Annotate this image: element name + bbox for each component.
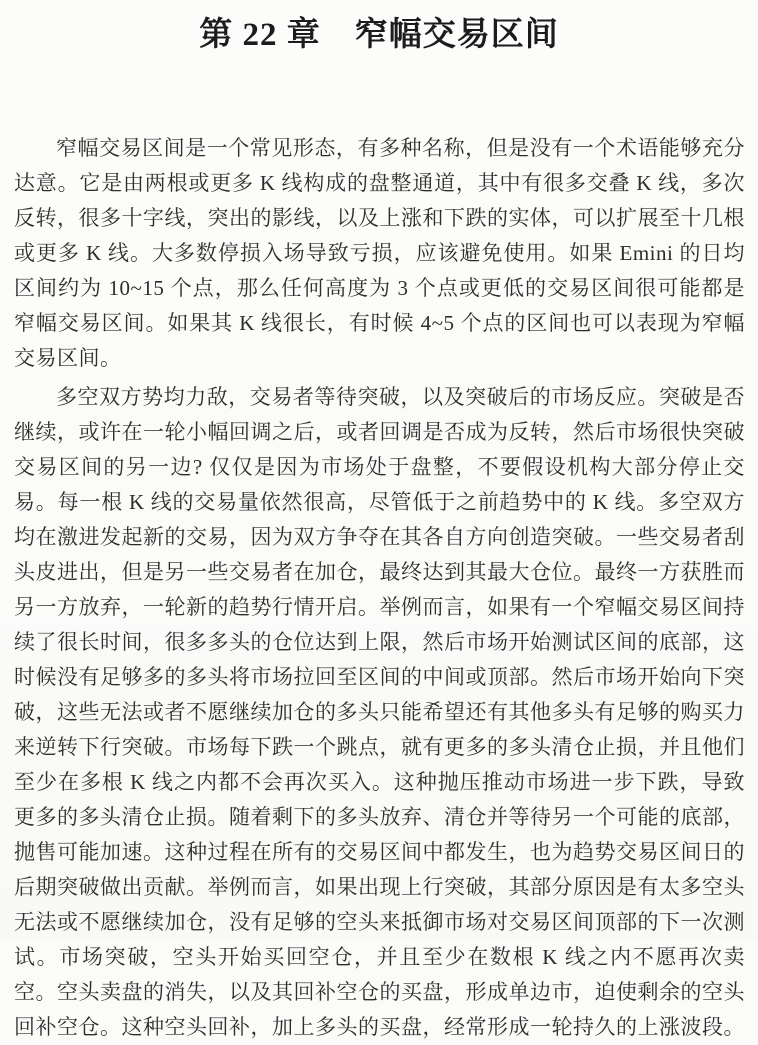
paragraph-2: 多空双方势均力敌，交易者等待突破，以及突破后的市场反应。突破是否继续，或许在一轮小幅回调之后，或者回调是否成为反转，然后市场很快突破交易区间的另一边? 仅仅是因为市场处于盘整，不要假设机构大部分停止交易。每一根 K 线的交易量依然很高，尽管低于之前趋势中的 K 线。多空双方均在激进发起新的交易，因为双方争夺在其各自方向创造突破。一些交易者刮头皮进出，但是另一些交易者在加仓，最终达到其最大仓位。最终一方获胜而另一方放弃，一轮新的趋势行情开启。举例而言，如果有一个窄幅交易区间持续了很长时间，很多多头的仓位达到上限，然后市场开始测试区间的底部，这时候没有足够多的多头将市场拉回至区间的中间或顶部。然后市场开始向下突破，这些无法或者不愿继续加仓的多头只能希望还有其他多头有足够的购买力来逆转下行突破。市场每下跌一个跳点，就有更多的多头清仓止损，并且他们至少在多根 K 线之内都不会再次买入。这种抛压推动市场进一步下跌，导致更多的多头清仓止损。随着剩下的多头放弃、清仓并等待另一个可能的底部，抛售可能加速。这种过程在所有的交易区间中都发生，也为趋势交易区间日的后期突破做出贡献。举例而言，如果出现上行突破，其部分原因是有太多空头无法或不愿继续加仓，没有足够的空头来抵御市场对交易区间顶部的下一次测试。市场突破，空头开始买回空仓，并且至少在数根 K 线之内不愿再次卖空。空头卖盘的消失，以及其回补空仓的买盘，形成单边市，迫使剩余的空头回补空仓。这种空头回补，加上多头的买盘，经常形成一轮持久的上涨波段。 (14, 385, 745, 1039)
chapter-title: 第 22 章 窄幅交易区间 (199, 17, 559, 53)
paragraph-1: 窄幅交易区间是一个常见形态，有多种名称，但是没有一个术语能够充分达意。它是由两根或更多 K 线构成的盘整通道，其中有很多交叠 K 线，多次反转，很多十字线，突出的影线，以及上涨和下跌的实体，可以扩展至十几根或更多 K 线。大多数停损入场导致亏损，应该避免使用。如果 Emini 的日均区间约为 10~15 个点，那么任何高度为 3 个点或更低的交易区间很可能都是窄幅交易区间。如果其 K 线很长，有时候 4~5 个点的区间也可以表现为窄幅交易区间。 (14, 136, 745, 370)
body-text (14, 131, 745, 1045)
